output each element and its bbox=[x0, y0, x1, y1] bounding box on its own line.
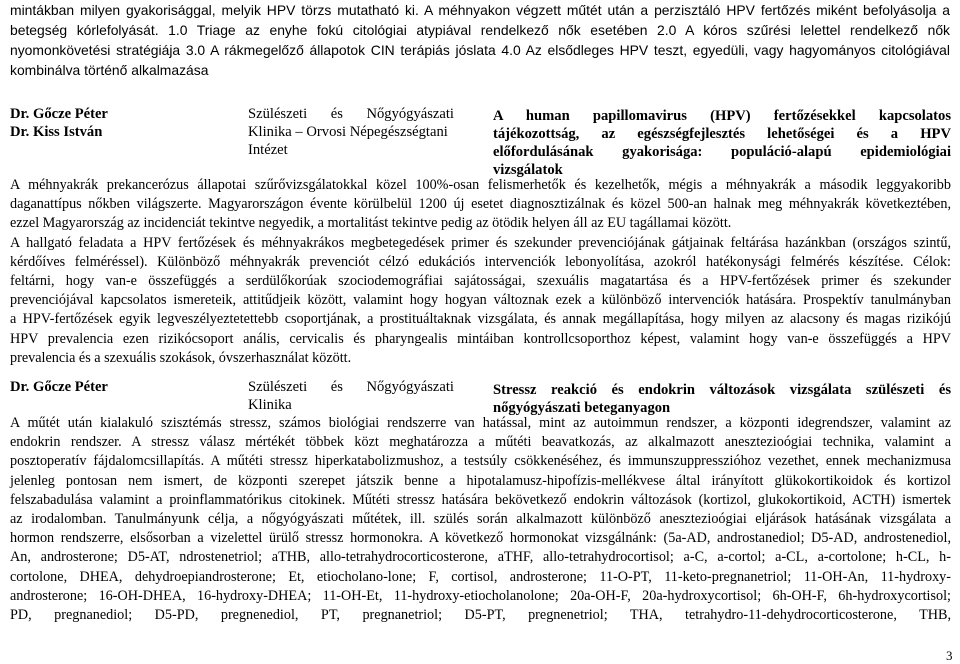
entry1-title bbox=[493, 107, 951, 179]
intro-line: mintákban milyen gyakorisággal, melyik HPV törzs mutatható ki. A méhnyakon végzett műtét után a perzisztáló HPV fertőzés miként befolyásolja a bbox=[10, 2, 950, 18]
institution-line: Szülészeti és Nőgyógyászati bbox=[248, 106, 454, 122]
body-line: posztoperatív fájdalomcsillapítás. A műtéti stressz hiperkatabolizmushoz, a testsúly csökkenéséhez, és immunszuppresszióhoz vezethet, ennek mechanizmusa bbox=[10, 453, 951, 470]
intro-line: nyomonkövetési stratégiája 3.0 A rákmegelőző állapotok CIN terápiás jóslata 4.0 Az elsődleges HPV teszt, egyedüli, vagy hagyományos citológiával bbox=[10, 42, 950, 58]
body-line: jelenleg pontosan nem ismert, de központi szerepet játszik benne a hipotalamusz-hipofízis-mellékvese által irányított glükokortikoidok és kortizol bbox=[10, 472, 951, 489]
body-line: felszabadulása valamint a proinflammatórikus citokinek. Műtéti stressz hatására bekövetkező endokrin változások (kortizol, glukokortikoid, ACTH) ismertek bbox=[10, 491, 951, 508]
institution-line: Klinika – Orvosi Népegészségtani bbox=[248, 124, 448, 140]
entry2-title bbox=[493, 381, 951, 417]
entry2-body bbox=[10, 414, 951, 625]
title-line: vizsgálatok bbox=[493, 162, 563, 178]
body-line: HPV prevalencia ezen rizikócsoport anális, cervicalis és pharyngealis mintáiban kontrollcsoporthoz képest, valamint hogy van-e összefüggés a HPV bbox=[10, 330, 951, 347]
body-line: az irodalomban. Tanulmányunk célja, a nőgyógyászati műtétek, ill. szülés során alkalmazott különböző anesztezioógiai eljárások hatásának vizsgálata a bbox=[10, 511, 951, 528]
title-line: A human papillomavirus (HPV) fertőzésekkel kapcsolatos bbox=[493, 108, 951, 124]
body-line: ezzel Magyarország az incidenciát tekintve negyedik, a mortalitást tekintve pedig az ötödik helyen áll az EU tagállamai között. bbox=[10, 215, 732, 232]
author-name: Dr. Gőcze Péter bbox=[10, 379, 108, 395]
page-number: 3 bbox=[946, 648, 953, 663]
institution-line: Klinika bbox=[248, 397, 292, 413]
body-line: PD, pregnanediol; D5-PD, pregnenediol, PT, pregnanetriol; D5-PT, pregnenetriol; THA, tetrahydro-11-dehydrocorticosterone, THB, bbox=[10, 607, 951, 624]
body-line: androsterone; 16-OH-DHEA, 16-hydroxy-DHEA; 11-OH-Et, 11-hydroxy-etiocholanolone; 20a-OH-F, 20a-hydroxycortisol; 6h-OH-F, 6h-hydroxycortisol; bbox=[10, 587, 951, 604]
body-line: hormon rendszerre, elsősorban a vizelettel ürülő stressz hormonokra. A következő hormonokat vizsgálnánk: (5a-AD, androstanediol; D5-AD, androstenediol, bbox=[10, 530, 951, 547]
author-name: Dr. Gőcze Péter bbox=[10, 106, 108, 122]
entry1-body bbox=[10, 176, 951, 368]
body-line: An, androsterone; D5-AT, ndrostenetriol; aTHB, allo-tetrahydrocorticosterone, aTHF, allo-tetrahydrocortisol; a-C, a-cortol; a-CL, a-cortolone; h-CL, h- bbox=[10, 549, 951, 566]
title-line: előfordulásának gyakorisága: populáció-alapú epidemiológiai bbox=[493, 144, 951, 160]
body-line: cortolone, DHEA, dehydroepiandrosterone; Et, etiocholano-lone; F, cortisol, androsterone; 11-O-PT, 11-keto-pregnanetriol; 11-OH-An, 11-hydroxy- bbox=[10, 568, 951, 585]
body-line: kérdőíves felméréssel). Különböző méhnyakrák prevenciót célzó edukációs intervenciók lebonyolítása, azokról hatékonysági felmérés készítése. Célok: bbox=[10, 253, 951, 270]
intro-text-block bbox=[10, 0, 950, 80]
body-line: a HPV-fertőzések egyik legveszélyeztetettebb csoportjának, a prostituáltaknak vizsgálata, és annak megállapítása, hogy milyen az alacsony és magas rizikójú bbox=[10, 311, 951, 328]
entry2-institution bbox=[248, 378, 454, 414]
entry2-authors bbox=[10, 378, 108, 396]
body-line: prevalencia és a szexuális szokások, óvszerhasználat között. bbox=[10, 349, 352, 366]
title-line: nőgyógyászati beteganyagon bbox=[493, 400, 671, 416]
intro-line: kombinálva történő alkalmazása bbox=[10, 62, 209, 78]
body-line: daganattípus nőkben világszerte. Magyarországon évente körülbelül 1200 új esetet diagnosztizálnak és közel 500-an halnak meg méhnyakrák következtében, bbox=[10, 196, 951, 213]
title-line: Stressz reakció és endokrin változások vizsgálata szülészeti és bbox=[493, 382, 951, 398]
body-line: prevenciójával kapcsolatos ismereteik, attitűdjeik között, valamint hogy hogyan változnak ezek a különböző intervenciók hatására. Prospektív tanulmányban bbox=[10, 292, 951, 309]
institution-line: Szülészeti és Nőgyógyászati bbox=[248, 379, 454, 395]
intro-line: betegség kórlefolyását. 1.0 Triage az enyhe fokú citológiai atypiával rendelkező nők esetében 2.0 A kóros szűrési lelettel rendelkező nők bbox=[10, 22, 950, 38]
body-line: endokrin rendszer. A stressz válasz mértékét többek közt meghatározza a műtéti beavatkozás, az alkalmazott anesztezioógiai technika, valamint a bbox=[10, 434, 951, 451]
author-name: Dr. Kiss István bbox=[10, 124, 103, 140]
institution-line: Intézet bbox=[248, 142, 288, 158]
entry1-institution bbox=[248, 105, 454, 159]
title-line: tájékozottság, az egészségfejlesztés lehetőségei és a HPV bbox=[493, 126, 951, 142]
body-line: A méhnyakrák prekancerózus állapotai szűrővizsgálatokkal közel 100%-osan felismerhetők és kezelhetők, mégis a méhnyakrák a második leggyakoribb bbox=[10, 177, 951, 193]
entry1-authors bbox=[10, 105, 108, 141]
body-line: feltárni, hogy van-e összefüggés a serdülőkorúak szociodemográfiai sajátosságai, szexuális magatartása és a HPV-fertőzések primer és szekunder bbox=[10, 273, 951, 290]
body-line: A műtét után kialakuló szisztémás stressz, számos biológiai rendszerre van hatással, mint az autoimmun rendszer, a központi idegrendszer, valamint az bbox=[10, 415, 951, 431]
body-line: A hallgató feladata a HPV fertőzések és méhnyakrákos megbetegedések primer és szekunder prevenciójának gátjainak feltárása hazánkban (országos szintű, bbox=[10, 234, 951, 251]
